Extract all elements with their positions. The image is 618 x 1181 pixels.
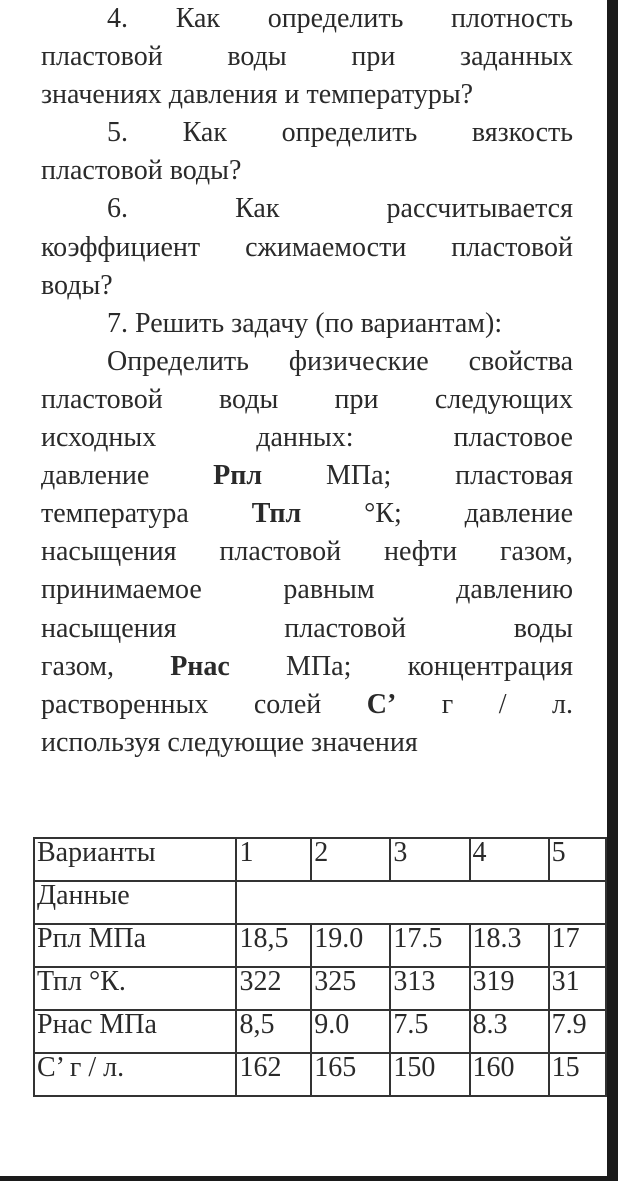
- table-cell: 150: [390, 1053, 469, 1096]
- table-cell: 8,5: [236, 1010, 311, 1053]
- table-row: [34, 1053, 606, 1096]
- var-p-nas: Рнас: [170, 650, 230, 682]
- table-cell: 160: [470, 1053, 549, 1096]
- table-cell: 162: [236, 1053, 311, 1096]
- table-cell: 18,5: [236, 924, 311, 967]
- question-number: 6.: [107, 193, 128, 225]
- table-cell: 17.5: [390, 924, 469, 967]
- table-cell: Варианты: [34, 838, 236, 881]
- question-7: 7. Решить задачу (по вариантам):: [107, 307, 503, 339]
- variants-table: [33, 837, 607, 1097]
- table-cell: 4: [470, 838, 549, 881]
- task-paragraph: Определить физические свойства пластовой воды при следующих исходных данных: пластовое давление Рпл МПа; пластовая температура Тпл °К; давление насыщения пластовой нефти газом, принимаемое равным давлению насыщения пластовой воды газом, Рнас МПа; концентрация растворенных солей С’ г / л. используя следующие значения: [41, 345, 573, 758]
- table-cell: 322: [236, 967, 311, 1010]
- question-number: 4.: [107, 3, 128, 34]
- table-cell: Рпл МПа: [34, 924, 236, 967]
- table-cell: 319: [470, 967, 549, 1010]
- table-cell: Рнас МПа: [34, 1010, 236, 1053]
- table-cell: 7.9: [549, 1010, 606, 1053]
- table-cell: Данные: [34, 881, 236, 924]
- table-cell: 7.5: [390, 1010, 469, 1053]
- table-cell: Тпл °К.: [34, 967, 236, 1010]
- question-4: 4. Как определить плотность пластовой воды при заданных значениях давления и температуры?: [41, 3, 573, 111]
- table-row: [34, 967, 606, 1010]
- table-cell: 9.0: [311, 1010, 390, 1053]
- table-row: [34, 924, 606, 967]
- table-cell: 5: [549, 838, 606, 881]
- table-header-row: [34, 838, 606, 881]
- question-number: 5.: [107, 117, 128, 149]
- table-cell: 313: [390, 967, 469, 1010]
- table-cell: С’ г / л.: [34, 1053, 236, 1096]
- table-cell: 3: [390, 838, 469, 881]
- table-cell: 2: [311, 838, 390, 881]
- table-row: [34, 881, 606, 924]
- table-cell: 1: [236, 838, 311, 881]
- table-cell: 18.3: [470, 924, 549, 967]
- question-6: 6. Как рассчитывается коэффициент сжимаемости пластовой воды?: [41, 193, 573, 301]
- table-cell: 165: [311, 1053, 390, 1096]
- var-p-pl: Рпл: [213, 460, 263, 492]
- table-row: [34, 1010, 606, 1053]
- var-c-salt: С’: [366, 688, 397, 720]
- var-t-pl: Тпл: [251, 498, 302, 530]
- table-cell: 15: [549, 1053, 606, 1096]
- questions-text: [41, 0, 573, 762]
- table-cell: 19.0: [311, 924, 390, 967]
- question-5: 5. Как определить вязкость пластовой воды?: [41, 117, 573, 187]
- question-number: 7.: [107, 307, 128, 339]
- table-cell: 17: [549, 924, 606, 967]
- table-cell: 325: [311, 967, 390, 1010]
- table-cell: [236, 881, 606, 924]
- table-cell: 8.3: [470, 1010, 549, 1053]
- table-cell: 31: [549, 967, 606, 1010]
